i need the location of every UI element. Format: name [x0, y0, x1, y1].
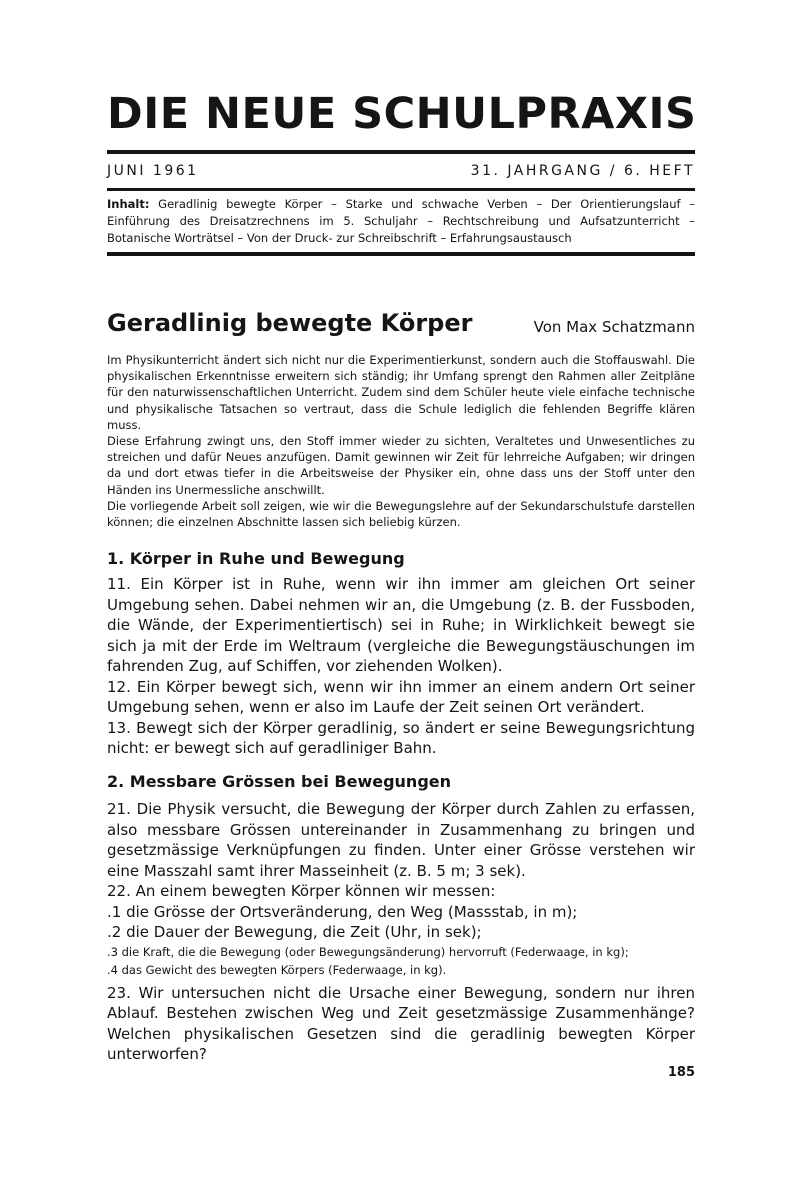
section-2-body [107, 799, 695, 1065]
masthead: DIE NEUE SCHULPRAXIS [107, 89, 697, 139]
intro-paragraph: Im Physikunterricht ändert sich nicht nur die Experimentierkunst, sondern auch die Stoffauswahl. Die physikalischen Erkenntnisse erweitern sich ständig; ihr Umfang sprengt den Rahmen aller Zeitpläne für den naturwissenschaftlichen Unterricht. Zudem sind dem Schüler heute viele einfache technische und physikalische Tatsachen so vertraut, dass die Schule lediglich die fehlenden Begriffe klären muss. [107, 353, 695, 432]
list-item: .1 die Grösse der Ortsveränderung, den Weg (Massstab, in m); [107, 902, 578, 921]
paragraph-13: 13. Bewegt sich der Körper geradlinig, so ändert er seine Bewegungsrichtung nicht: er bewegt sich auf geradliniger Bahn. [107, 718, 695, 757]
paragraph-22: 22. An einem bewegten Körper können wir messen: [107, 882, 496, 900]
article-author: Von Max Schatzmann [533, 318, 695, 336]
section-heading: 2. Messbare Grössen bei Bewegungen [107, 772, 452, 791]
table-of-contents [107, 196, 695, 247]
list-item: .2 die Dauer der Bewegung, die Zeit (Uhr, in sek); [107, 923, 482, 941]
issue-volume: 31. JAHRGANG / 6. HEFT [470, 163, 695, 179]
issue-rule [107, 188, 695, 191]
intro-paragraph: Die vorliegende Arbeit soll zeigen, wie wir die Bewegungslehre auf der Sekundarschulstufe darstellen können; die einzelnen Abschnitte lassen sich beliebig kürzen. [107, 498, 695, 530]
list-item: .3 die Kraft, die die Bewegung (oder Bewegungsänderung) hervorruft (Federwaage, in kg); [107, 944, 629, 959]
contents-text: Geradlinig bewegte Körper – Starke und schwache Verben – Der Orientierungslauf – Einführung des Dreisatzrechnens im 5. Schuljahr – Rechtschreibung und Aufsatzunterricht – Botanische Worträtsel – Von der Druck- zur Schreibschrift – Erfahrungsaustausch [107, 197, 695, 245]
intro-paragraph: Diese Erfahrung zwingt uns, den Stoff immer wieder zu sichten, Veraltetes und Unwesentliches zu streichen und dafür Neues anzufügen. Damit gewinnen wir Zeit für lehrreiche Aufgaben; wir dringen da und dort etwas tiefer in die Arbeitsweise der Physiker ein, ohne dass uns der Stoff unter den Händen ins Unermessliche anschwillt. [107, 434, 695, 497]
paragraph-21: 21. Die Physik versucht, die Bewegung der Körper durch Zahlen zu erfassen, also messbare Grössen untereinander in Zusammenhang zu bringen und gesetzmässige Verknüpfungen zu finden. Unter einer Grösse verstehen wir eine Masszahl samt ihrer Masseinheit (z. B. 5 m; 3 sek). [107, 800, 695, 880]
list-item: .4 das Gewicht des bewegten Körpers (Federwaage, in kg). [107, 962, 447, 977]
article-intro [107, 352, 695, 530]
article-title: Geradlinig bewegte Körper [107, 309, 473, 337]
paragraph-11: 11. Ein Körper ist in Ruhe, wenn wir ihn immer am gleichen Ort seiner Umgebung sehen. Dabei nehmen wir an, die Umgebung (z. B. der Fussboden, die Wände, der Experimentiertisch) sei in Ruhe; in Wirklichkeit bewegt sie sich ja mit der Erde im Weltraum (vergleiche die Bewegungstäuschungen im fahrenden Zug, auf Schiffen, vor ziehenden Wolken). [107, 575, 695, 675]
contents-label: Inhalt: [107, 197, 150, 211]
paragraph-12: 12. Ein Körper bewegt sich, wenn wir ihn immer an einem andern Ort seiner Umgebung sehen, wenn er also im Laufe der Zeit seinen Ort verändert. [107, 677, 695, 716]
contents-rule [107, 252, 695, 256]
issue-date: JUNI 1961 [107, 163, 199, 179]
section-1-body [107, 574, 695, 759]
paragraph-23: 23. Wir untersuchen nicht die Ursache einer Bewegung, sondern nur ihren Ablauf. Bestehen zwischen Weg und Zeit gesetzmässige Zusammenhänge? Welchen physikalischen Gesetzen sind die geradlinig bewegten Körper unterworfen? [107, 983, 695, 1063]
issue-line [107, 163, 695, 179]
page-number: 185 [667, 1065, 695, 1080]
section-heading: 1. Körper in Ruhe und Bewegung [107, 549, 405, 568]
masthead-rule [107, 150, 695, 154]
